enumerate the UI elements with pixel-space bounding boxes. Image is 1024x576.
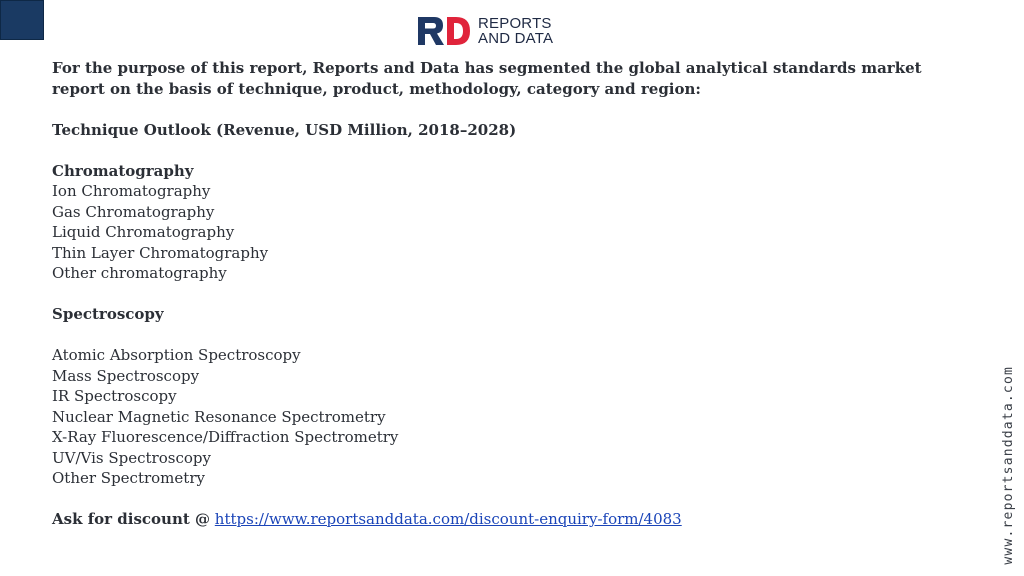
chromatography-heading: Chromatography [52, 161, 194, 180]
list-item: X-Ray Fluorescence/Diffraction Spectrometry [52, 428, 399, 446]
reports-and-data-logo [416, 14, 553, 48]
discount-enquiry-link[interactable]: https://www.reportsanddata.com/discount-enquiry-form/4083 [214, 510, 682, 528]
discount-line [52, 509, 932, 530]
corner-square [0, 0, 44, 40]
list-item: UV/Vis Spectroscopy [52, 448, 211, 467]
discount-label: Ask for discount @ [52, 510, 211, 528]
list-item: Nuclear Magnetic Resonance Spectrometry [52, 407, 386, 426]
list-item: Liquid Chromatography [52, 223, 235, 241]
list-item: Gas Chromatography [52, 202, 215, 221]
list-item: Ion Chromatography [52, 182, 211, 200]
list-item: Other Spectrometry [52, 469, 205, 487]
logo-line-2: AND DATA [478, 30, 554, 47]
list-item: Atomic Absorption Spectroscopy [52, 346, 301, 364]
spectroscopy-heading: Spectroscopy [52, 305, 164, 323]
rd-logo-mark-icon [416, 15, 472, 47]
intro-paragraph: For the purpose of this report, Reports and Data has segmented the global analytical standards market report on the basis of technique, product, methodology, category and region: [52, 59, 922, 98]
technique-outlook-heading: Technique Outlook (Revenue, USD Million, 2018–2028) [52, 120, 517, 139]
list-item: Mass Spectroscopy [52, 366, 200, 385]
logo-line-1: REPORTS [478, 15, 552, 32]
vertical-website-url: www.reportsanddata.com [1001, 366, 1016, 565]
document-body [52, 58, 932, 530]
list-item: IR Spectroscopy [52, 387, 177, 405]
list-item: Thin Layer Chromatography [52, 243, 269, 262]
list-item: Other chromatography [52, 264, 227, 282]
